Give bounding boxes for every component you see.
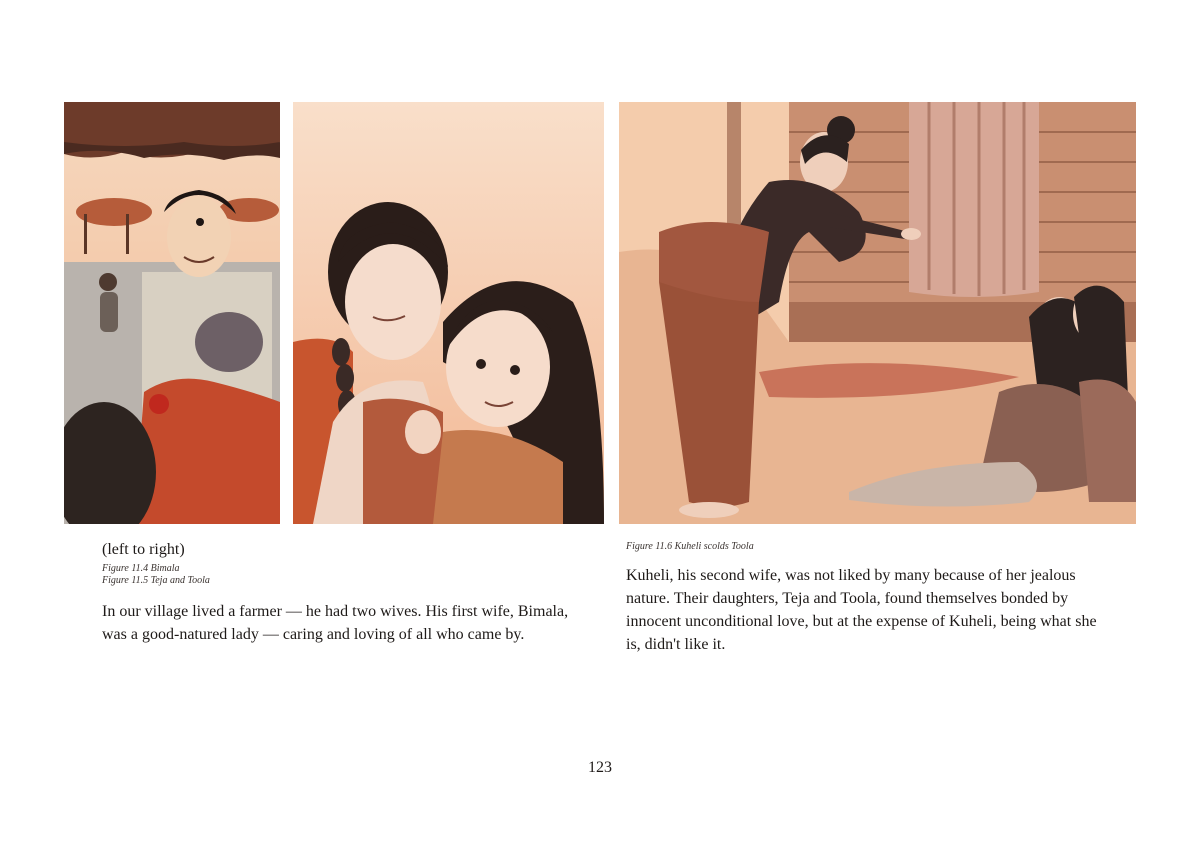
illustration-bimala xyxy=(64,102,280,524)
body-text-right: Kuheli, his second wife, was not liked by many because of her jealous nature. Their daughters, Teja and Toola, found themselves bonded by innocent unconditional love, but at the expense of Kuheli, being what she is, didn't like it. xyxy=(626,567,1097,653)
caption-figure-11-4: Figure 11.4 Bimala xyxy=(102,563,180,574)
illustration-kuheli-scolds-toola xyxy=(619,102,1136,524)
illustration-teja-and-toola xyxy=(293,102,604,524)
body-text-left: In our village lived a farmer — he had two wives. His first wife, Bimala, was a good-natured lady — caring and loving of all who came by. xyxy=(102,603,569,643)
caption-figure-11-6: Figure 11.6 Kuheli scolds Toola xyxy=(626,541,754,552)
caption-lead: (left to right) xyxy=(102,541,185,558)
page-number: 123 xyxy=(588,759,612,776)
caption-figure-11-5: Figure 11.5 Teja and Toola xyxy=(102,575,210,586)
